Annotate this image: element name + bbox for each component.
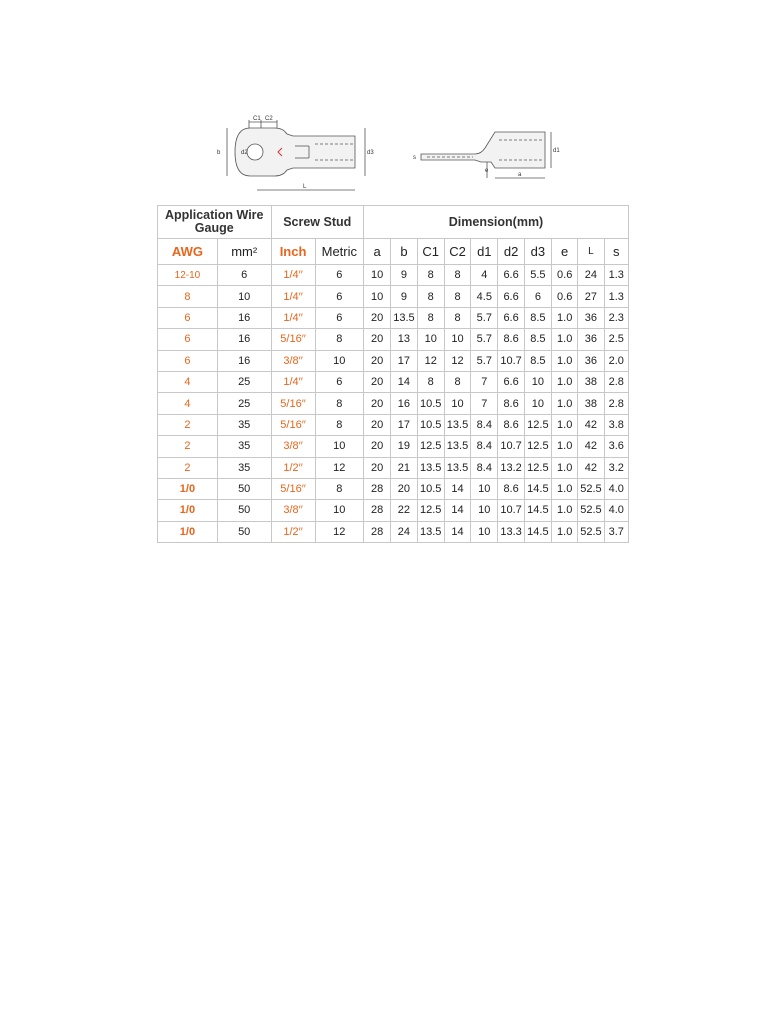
cell-c2: 13.5 xyxy=(444,436,470,457)
cell-l: 38 xyxy=(578,393,604,414)
col-d1: d1 xyxy=(471,239,498,265)
cell-c1: 12.5 xyxy=(417,436,444,457)
cell-s: 3.7 xyxy=(604,521,628,542)
cell-l: 42 xyxy=(578,414,604,435)
cell-metric: 10 xyxy=(315,500,363,521)
cell-c2: 12 xyxy=(444,350,470,371)
table-row xyxy=(158,286,629,307)
cell-inch: 5/16′′ xyxy=(271,414,315,435)
cell-d2: 8.6 xyxy=(498,329,524,350)
cell-l: 42 xyxy=(578,457,604,478)
cell-l: 52.5 xyxy=(578,500,604,521)
cell-c1: 10.5 xyxy=(417,393,444,414)
table-body xyxy=(158,265,629,543)
col-b: b xyxy=(391,239,417,265)
cell-d3: 8.5 xyxy=(524,329,551,350)
cell-mm2: 50 xyxy=(217,521,271,542)
cell-l: 27 xyxy=(578,286,604,307)
cell-mm2: 50 xyxy=(217,500,271,521)
cell-inch: 5/16′′ xyxy=(271,478,315,499)
cell-c2: 13.5 xyxy=(444,457,470,478)
cell-inch: 5/16′′ xyxy=(271,329,315,350)
cell-c2: 14 xyxy=(444,500,470,521)
cell-c2: 10 xyxy=(444,393,470,414)
cell-d1: 8.4 xyxy=(471,457,498,478)
label-c2: C2 xyxy=(265,116,273,122)
table-row xyxy=(158,478,629,499)
cell-d2: 10.7 xyxy=(498,436,524,457)
table-row xyxy=(158,457,629,478)
cell-s: 2.8 xyxy=(604,393,628,414)
cell-a: 10 xyxy=(363,286,390,307)
cell-e: 1.0 xyxy=(552,457,578,478)
cell-d3: 10 xyxy=(524,371,551,392)
cell-awg: 4 xyxy=(158,371,218,392)
cell-d1: 10 xyxy=(471,500,498,521)
cell-d2: 6.6 xyxy=(498,265,524,286)
col-c1: C1 xyxy=(417,239,444,265)
cell-a: 28 xyxy=(363,500,390,521)
cell-a: 20 xyxy=(363,436,390,457)
col-l: L xyxy=(578,239,604,265)
col-c2: C2 xyxy=(444,239,470,265)
cell-mm2: 50 xyxy=(217,478,271,499)
cell-metric: 6 xyxy=(315,307,363,328)
cell-l: 52.5 xyxy=(578,521,604,542)
label-d1: d1 xyxy=(553,148,560,154)
cell-d3: 5.5 xyxy=(524,265,551,286)
cell-l: 38 xyxy=(578,371,604,392)
cell-c2: 8 xyxy=(444,307,470,328)
cell-mm2: 35 xyxy=(217,436,271,457)
cell-awg: 6 xyxy=(158,307,218,328)
cell-awg: 1/0 xyxy=(158,521,218,542)
cell-d2: 10.7 xyxy=(498,500,524,521)
spec-table xyxy=(157,205,629,543)
cell-s: 4.0 xyxy=(604,478,628,499)
cell-metric: 12 xyxy=(315,521,363,542)
cell-d2: 8.6 xyxy=(498,478,524,499)
cell-s: 3.6 xyxy=(604,436,628,457)
cell-c1: 10 xyxy=(417,329,444,350)
cell-awg: 1/0 xyxy=(158,500,218,521)
cell-a: 20 xyxy=(363,350,390,371)
col-inch: Inch xyxy=(271,239,315,265)
cell-l: 42 xyxy=(578,436,604,457)
cell-c1: 8 xyxy=(417,371,444,392)
cell-metric: 10 xyxy=(315,436,363,457)
label-d3: d3 xyxy=(367,150,374,156)
cell-a: 28 xyxy=(363,521,390,542)
cell-c1: 8 xyxy=(417,286,444,307)
cell-e: 1.0 xyxy=(552,307,578,328)
cell-d3: 8.5 xyxy=(524,350,551,371)
cell-inch: 3/8′′ xyxy=(271,500,315,521)
cell-d3: 14.5 xyxy=(524,500,551,521)
lug-top-view xyxy=(227,120,365,190)
cell-b: 16 xyxy=(391,393,417,414)
cell-c2: 14 xyxy=(444,521,470,542)
cell-b: 21 xyxy=(391,457,417,478)
column-header-row xyxy=(158,239,629,265)
cell-inch: 3/8′′ xyxy=(271,436,315,457)
cell-metric: 8 xyxy=(315,393,363,414)
cell-s: 4.0 xyxy=(604,500,628,521)
cell-a: 20 xyxy=(363,307,390,328)
cell-d1: 8.4 xyxy=(471,414,498,435)
cell-d1: 5.7 xyxy=(471,307,498,328)
cell-d1: 4 xyxy=(471,265,498,286)
cell-c1: 13.5 xyxy=(417,457,444,478)
cell-mm2: 16 xyxy=(217,307,271,328)
cell-awg: 8 xyxy=(158,286,218,307)
cell-d2: 6.6 xyxy=(498,371,524,392)
cell-c2: 8 xyxy=(444,265,470,286)
label-e: e xyxy=(485,168,489,174)
cell-l: 52.5 xyxy=(578,478,604,499)
cell-metric: 6 xyxy=(315,265,363,286)
cell-inch: 1/2′′ xyxy=(271,457,315,478)
cell-a: 20 xyxy=(363,371,390,392)
cell-c2: 8 xyxy=(444,371,470,392)
label-b: b xyxy=(217,150,221,156)
table-row xyxy=(158,414,629,435)
cell-d3: 10 xyxy=(524,393,551,414)
cell-inch: 1/4′′ xyxy=(271,307,315,328)
col-e: e xyxy=(552,239,578,265)
cell-inch: 1/2′′ xyxy=(271,521,315,542)
table-row xyxy=(158,393,629,414)
cell-c2: 8 xyxy=(444,286,470,307)
cell-e: 1.0 xyxy=(552,414,578,435)
cell-c2: 14 xyxy=(444,478,470,499)
cell-a: 20 xyxy=(363,393,390,414)
cell-e: 1.0 xyxy=(552,350,578,371)
cell-d3: 8.5 xyxy=(524,307,551,328)
cell-d3: 14.5 xyxy=(524,478,551,499)
cell-l: 36 xyxy=(578,307,604,328)
cell-d1: 10 xyxy=(471,478,498,499)
cell-awg: 2 xyxy=(158,457,218,478)
table-row xyxy=(158,350,629,371)
cell-s: 2.5 xyxy=(604,329,628,350)
cell-b: 24 xyxy=(391,521,417,542)
cell-a: 20 xyxy=(363,414,390,435)
cell-a: 10 xyxy=(363,265,390,286)
cell-a: 28 xyxy=(363,478,390,499)
label-c1: C1 xyxy=(253,116,261,122)
table-row xyxy=(158,307,629,328)
cell-d1: 5.7 xyxy=(471,350,498,371)
cell-inch: 1/4′′ xyxy=(271,371,315,392)
cell-b: 13.5 xyxy=(391,307,417,328)
cell-awg: 2 xyxy=(158,436,218,457)
cell-d1: 4.5 xyxy=(471,286,498,307)
cell-d1: 7 xyxy=(471,393,498,414)
cell-b: 9 xyxy=(391,265,417,286)
cell-awg: 4 xyxy=(158,393,218,414)
cell-metric: 8 xyxy=(315,478,363,499)
cell-a: 20 xyxy=(363,329,390,350)
cell-metric: 8 xyxy=(315,414,363,435)
cell-inch: 5/16′′ xyxy=(271,393,315,414)
screw-stud-header: Screw Stud xyxy=(271,206,363,239)
cell-d2: 6.6 xyxy=(498,307,524,328)
cell-s: 2.0 xyxy=(604,350,628,371)
table-row xyxy=(158,436,629,457)
cell-mm2: 25 xyxy=(217,371,271,392)
col-a: a xyxy=(363,239,390,265)
cell-s: 2.8 xyxy=(604,371,628,392)
cell-c1: 13.5 xyxy=(417,521,444,542)
cell-l: 36 xyxy=(578,350,604,371)
table-row xyxy=(158,265,629,286)
cell-s: 2.3 xyxy=(604,307,628,328)
cell-d2: 13.3 xyxy=(498,521,524,542)
cell-e: 1.0 xyxy=(552,521,578,542)
col-d3: d3 xyxy=(524,239,551,265)
cell-d1: 10 xyxy=(471,521,498,542)
cell-b: 14 xyxy=(391,371,417,392)
cell-d3: 12.5 xyxy=(524,436,551,457)
cell-d3: 6 xyxy=(524,286,551,307)
cell-e: 1.0 xyxy=(552,371,578,392)
label-l: L xyxy=(303,184,307,190)
cell-s: 1.3 xyxy=(604,265,628,286)
cell-d2: 13.2 xyxy=(498,457,524,478)
cell-mm2: 16 xyxy=(217,329,271,350)
cell-d1: 5.7 xyxy=(471,329,498,350)
col-awg: AWG xyxy=(158,239,218,265)
cell-mm2: 16 xyxy=(217,350,271,371)
label-s: s xyxy=(413,155,416,161)
cell-c2: 13.5 xyxy=(444,414,470,435)
label-d2: d2 xyxy=(241,150,248,156)
cell-d2: 8.6 xyxy=(498,414,524,435)
cell-b: 20 xyxy=(391,478,417,499)
cell-awg: 1/0 xyxy=(158,478,218,499)
cell-mm2: 6 xyxy=(217,265,271,286)
table-row xyxy=(158,329,629,350)
cell-metric: 6 xyxy=(315,286,363,307)
cell-mm2: 25 xyxy=(217,393,271,414)
col-metric: Metric xyxy=(315,239,363,265)
cell-metric: 6 xyxy=(315,371,363,392)
cell-d3: 12.5 xyxy=(524,457,551,478)
cell-b: 19 xyxy=(391,436,417,457)
cell-inch: 3/8′′ xyxy=(271,350,315,371)
cell-d2: 6.6 xyxy=(498,286,524,307)
cell-b: 22 xyxy=(391,500,417,521)
cell-mm2: 35 xyxy=(217,457,271,478)
cell-b: 13 xyxy=(391,329,417,350)
cell-d3: 12.5 xyxy=(524,414,551,435)
table-row xyxy=(158,371,629,392)
cell-a: 20 xyxy=(363,457,390,478)
col-mm2: mm² xyxy=(217,239,271,265)
group-header-row xyxy=(158,206,629,239)
cell-e: 1.0 xyxy=(552,329,578,350)
cell-metric: 12 xyxy=(315,457,363,478)
cell-e: 1.0 xyxy=(552,393,578,414)
table-row xyxy=(158,500,629,521)
cell-c1: 10.5 xyxy=(417,414,444,435)
cell-c1: 12 xyxy=(417,350,444,371)
cell-d2: 8.6 xyxy=(498,393,524,414)
cell-e: 1.0 xyxy=(552,500,578,521)
cell-metric: 10 xyxy=(315,350,363,371)
cell-l: 24 xyxy=(578,265,604,286)
cell-d1: 7 xyxy=(471,371,498,392)
cell-mm2: 35 xyxy=(217,414,271,435)
cell-e: 1.0 xyxy=(552,478,578,499)
cell-c2: 10 xyxy=(444,329,470,350)
cell-inch: 1/4′′ xyxy=(271,265,315,286)
cell-s: 3.8 xyxy=(604,414,628,435)
cell-b: 17 xyxy=(391,414,417,435)
table-row xyxy=(158,521,629,542)
cell-d3: 14.5 xyxy=(524,521,551,542)
cell-mm2: 10 xyxy=(217,286,271,307)
lug-drawing xyxy=(205,112,565,200)
cell-awg: 12-10 xyxy=(158,265,218,286)
cell-e: 0.6 xyxy=(552,286,578,307)
cell-metric: 8 xyxy=(315,329,363,350)
dimension-header: Dimension(mm) xyxy=(363,206,628,239)
cell-d2: 10.7 xyxy=(498,350,524,371)
application-wire-gauge-header: Application Wire Gauge xyxy=(158,206,272,239)
cell-b: 17 xyxy=(391,350,417,371)
lug-diagram xyxy=(205,112,565,200)
cell-awg: 6 xyxy=(158,329,218,350)
col-d2: d2 xyxy=(498,239,524,265)
label-a: a xyxy=(518,172,522,178)
cell-d1: 8.4 xyxy=(471,436,498,457)
cell-e: 1.0 xyxy=(552,436,578,457)
cell-c1: 8 xyxy=(417,265,444,286)
cell-c1: 12.5 xyxy=(417,500,444,521)
cell-c1: 8 xyxy=(417,307,444,328)
cell-e: 0.6 xyxy=(552,265,578,286)
cell-l: 36 xyxy=(578,329,604,350)
cell-s: 3.2 xyxy=(604,457,628,478)
cell-s: 1.3 xyxy=(604,286,628,307)
col-s: s xyxy=(604,239,628,265)
cell-c1: 10.5 xyxy=(417,478,444,499)
cell-inch: 1/4′′ xyxy=(271,286,315,307)
cell-awg: 6 xyxy=(158,350,218,371)
cell-b: 9 xyxy=(391,286,417,307)
cell-awg: 2 xyxy=(158,414,218,435)
